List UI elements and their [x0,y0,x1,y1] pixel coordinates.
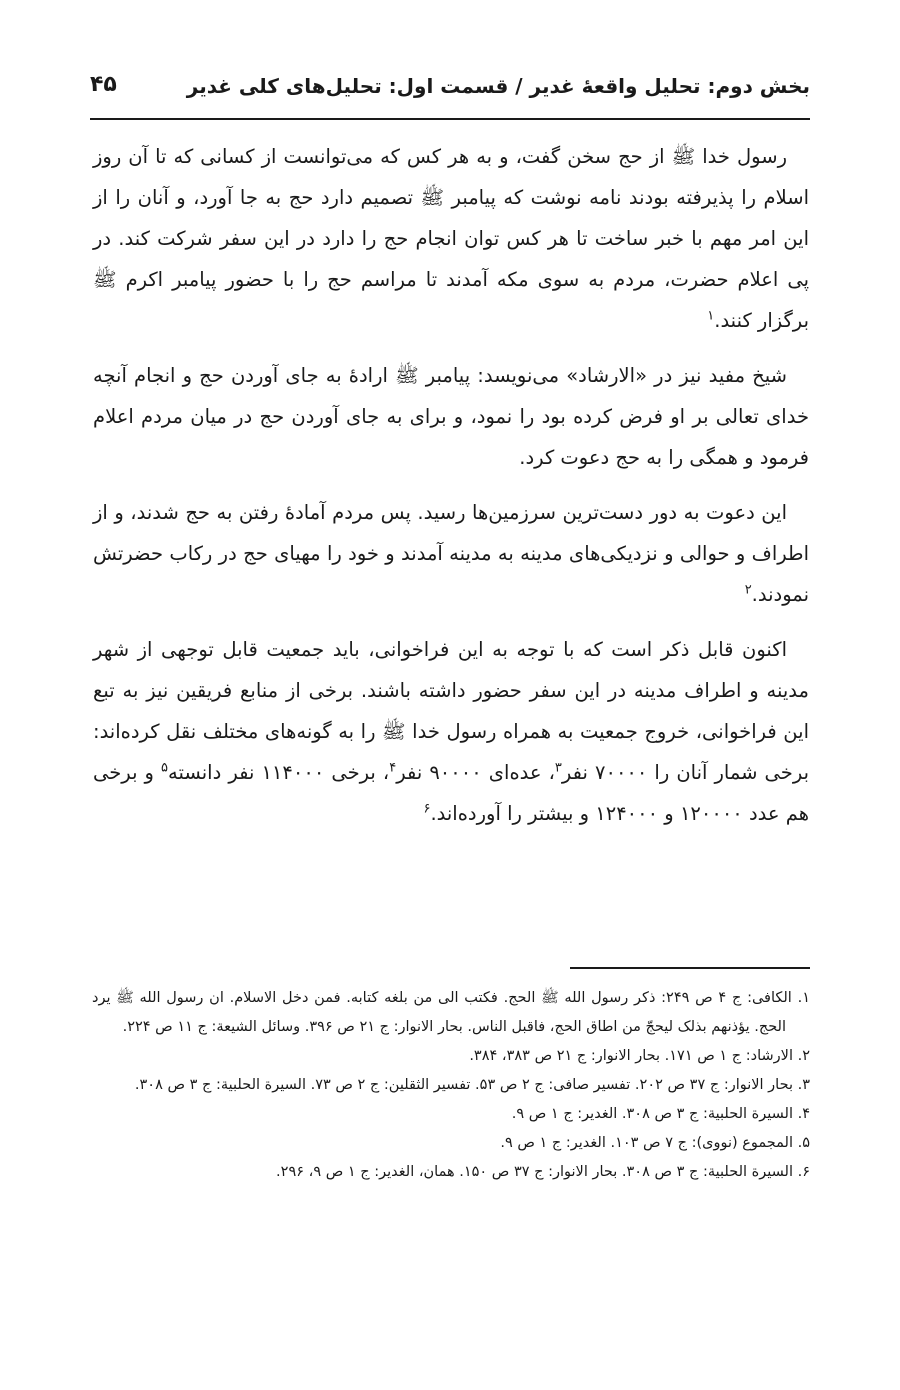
paragraph-text: شیخ مفید نیز در «الارشاد» می‌نویسد: پیامبر ﷺ ارادهٔ به جای آوردن حج و انجام آنچه خدای تعالی بر او فرض کرده بود را نمود، و برای به جای آوردن حج در میان مردم اعلام فرمود و همگی را به حج دعوت کرد. [93,364,809,469]
footnote-2: ۲. الارشاد: ج ۱ ص ۱۷۱. بحار الانوار: ج ۲۱ ص ۳۸۳، ۳۸۴. [469,1048,810,1064]
footnote-ref[interactable]: ۱ [707,308,715,324]
footnote-5: ۵. المجموع (نووی): ج ۷ ص ۱۰۳. الغدیر: ج ۱ ص ۹. [500,1135,810,1151]
body-text [93,136,809,848]
paragraph-text: رسول خدا ﷺ از حج سخن گفت، و به هر کس که می‌توانست از کسانی که تا آن روز اسلام را پذیرفته بودند نامه نوشت که پیامبر ﷺ تصمیم دارد حج به جا آورد، و آنان را از این امر مهم با خبر ساخت تا هر کس توان انجام حج را دارد در این سفر شرکت کند. در پی اعلام حضرت، مردم به سوی مکه آمدند تا مراسم حج را با حضور پیامبر اکرم ﷺ برگزار کنند. [93,145,809,332]
footnote-4: ۴. السیرة الحلبیة: ج ۳ ص ۳۰۸. الغدیر: ج ۱ ص ۹. [511,1106,810,1122]
footnote-ref[interactable]: ۴ [389,760,397,776]
paragraph-text: این دعوت به دور دست‌ترین سرزمین‌ها رسید. پس مردم آمادهٔ رفتن به حج شدند، و از اطراف و حوالی و نزدیکی‌های مدینه به مدینه آمدند و خود را مهیای حج در رکاب حضرتش نمودند. [93,501,809,606]
running-header [90,66,810,116]
paragraph-text: و برخی هم عدد ۱۲۰۰۰۰ و ۱۲۴۰۰۰ و بیشتر را آورده‌اند. [93,761,809,825]
paragraph-text: ، عده‌ای ۹۰۰۰۰ نفر [396,761,555,784]
footnote-6: ۶. السیرة الحلبیة: ج ۳ ص ۳۰۸. بحار الانوار: ج ۳۷ ص ۱۵۰. همان، الغدیر: ج ۱ ص ۹، ۲۹۶. [276,1164,810,1180]
footnote-ref[interactable]: ۳ [554,760,562,776]
page-number: ۴۵ [90,72,117,97]
footnote-ref[interactable]: ۲ [744,582,752,598]
footnote-1: ۱. الکافی: ج ۴ ص ۲۴۹: ذکر رسول الله ﷺ الحج. فکتب الی من بلغه کتابه. فمن دخل الاسلام. ان رسول الله ﷺ یرد الحج. یؤذنهم بذلک لیحجّ من اطاق الحج، فاقبل الناس. بحار الانوار: ج ۲۱ ص ۳۹۶. وسائل الشیعة: ج ۱۱ ص ۲۲۴. [92,990,810,1035]
paragraph-text: اکنون قابل ذکر است که با توجه به این فراخوانی، باید جمعیت قابل توجهی از شهر مدینه و اطراف مدینه در این سفر حضور داشته باشند. برخی از منابع فریقین نیز به تبع این فراخوانی، خروج جمعیت به همراه رسول خدا ﷺ را به گونه‌های مختلف نقل کرده‌اند: برخی شمار آنان را ۷۰۰۰۰ نفر [93,638,810,784]
paragraph-4 [93,629,809,834]
paragraph-1 [93,136,809,341]
footnote-ref[interactable]: ۶ [423,801,431,817]
footnote-divider [570,967,810,969]
header-divider [90,118,810,120]
paragraph-text: ، برخی ۱۱۴۰۰۰ نفر دانسته [168,761,390,784]
header-title: بخش دوم: تحلیل واقعهٔ غدیر / قسمت اول: تحلیل‌های کلی غدیر [186,74,810,98]
paragraph-3 [93,492,809,615]
footnote-ref[interactable]: ۵ [161,760,169,776]
footnotes [92,984,810,1187]
paragraph-2 [93,355,809,478]
footnote-3: ۳. بحار الانوار: ج ۳۷ ص ۲۰۲. تفسیر صافی: ج ۲ ص ۵۳. تفسیر الثقلین: ج ۲ ص ۷۳. السیرة الحلبیة: ج ۳ ص ۳۰۸. [134,1077,810,1093]
